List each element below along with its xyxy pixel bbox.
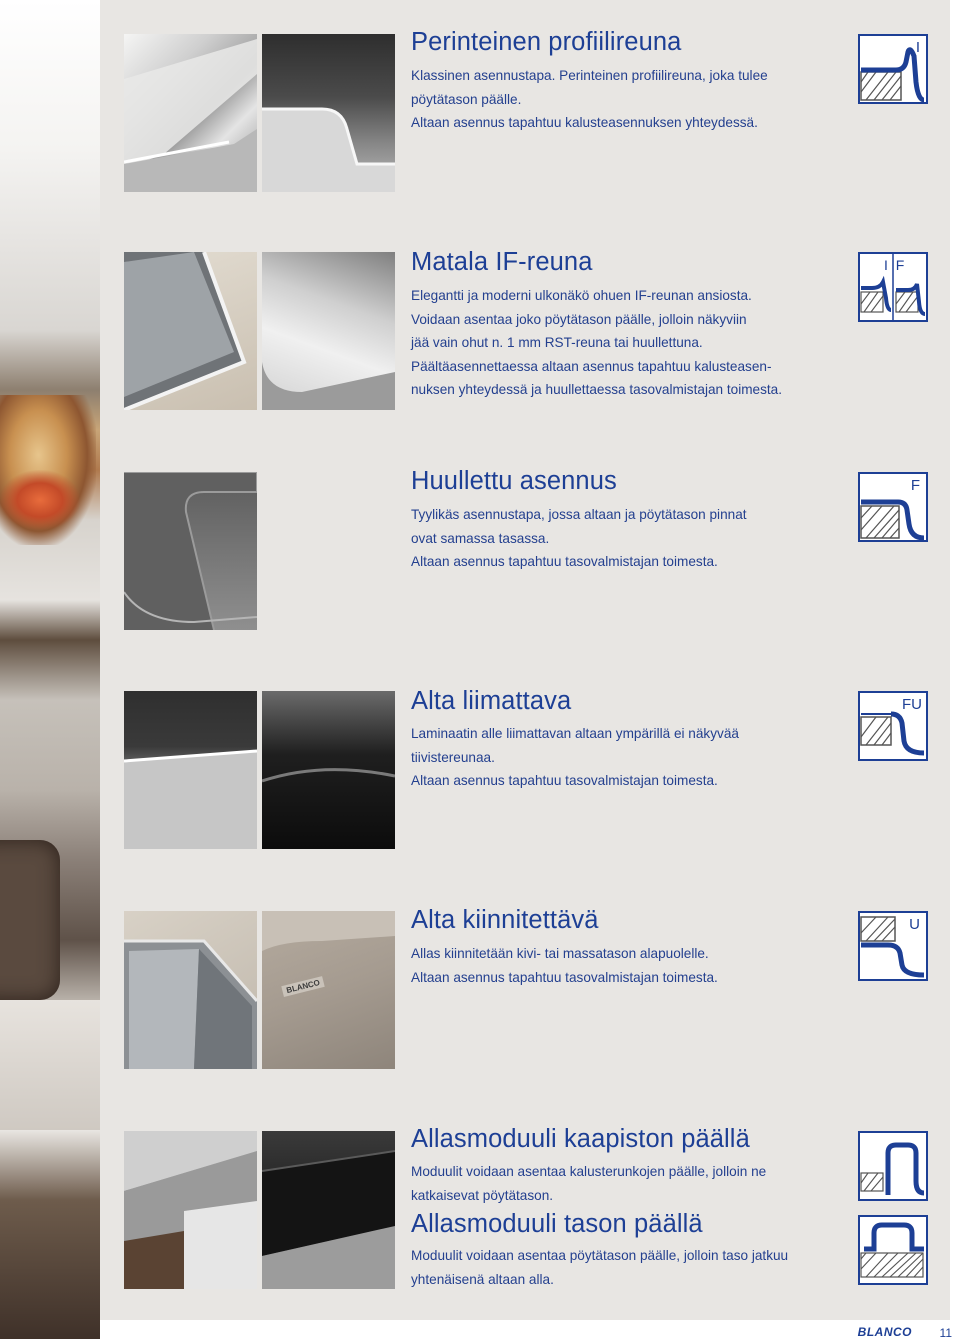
section-title: Perinteinen profiilireuna [411,28,682,56]
photo-profile-edge-2 [262,34,395,192]
profile-edge-install-icon [858,34,928,104]
module-countertop-description: Moduulit voidaan asentaa pöytätason päälle, jolloin taso jatkuu yhtenäisenä altaan alla. [411,1248,789,1287]
module-countertop-title: Allasmoduuli tason päällä [411,1210,703,1238]
kitchen-photo-strip [0,0,100,1339]
svg-text:U: U [909,916,920,933]
section-description: Allas kiinnitetään kivi- tai massatason alapuolelle. Altaan asennus tapahtuu tasovalmistajan toimesta. [411,946,718,985]
photo-module-countertop [262,1131,395,1289]
section-description: Laminaatin alle liimattavan altaan ympärillä ei näkyvää tiivistereunaa. Altaan asennus tapahtuu tasovalmistajan toimesta. [411,726,739,789]
page-number: 11 [939,1326,952,1340]
photo-flush-mount [124,472,257,630]
svg-text:FU: FU [902,696,922,713]
module-cabinet-description: Moduulit voidaan asentaa kalusterunkojen päälle, jolloin ne katkaisevat pöytätason. [411,1164,767,1203]
svg-text:F: F [910,477,920,494]
section-title: Alta kiinnitettävä [411,906,599,934]
photo-module-cabinet [124,1131,257,1289]
photo-if-edge-1 [124,252,257,410]
svg-text:I: I [884,257,888,273]
page-footer [0,1320,960,1339]
content-panel [100,0,950,1320]
module-countertop-icon [858,1215,928,1285]
photo-if-edge-2 [262,252,395,410]
sink-image [0,840,60,1000]
section-description: Elegantti ja moderni ulkonäkö ohuen IF-reunan ansiosta. Voidaan asentaa joko pöytätason päälle, jolloin näkyviin jää vain ohut n. 1 mm RST-reuna tai huullettuna. Päältäasennettaessa altaan asennus tapahtuu kalusteasen- nuksen yhteydessä ja huullettaessa tasovalmistajan toimesta. [411,288,783,398]
photo-undermount-2 [262,911,395,1069]
if-edge-install-icon [858,252,928,322]
section-description: Tyylikäs asennustapa, jossa altaan ja pöytätason pinnat ovat samassa tasassa. Altaan asennus tapahtuu tasovalmistajan toimesta. [411,507,747,570]
blanco-logo: BLANCO [857,1325,912,1339]
section-title: Alta liimattava [411,687,572,715]
glued-under-install-icon [858,691,928,761]
module-cabinet-title: Allasmoduuli kaapiston päällä [411,1125,750,1153]
carrots-image [0,470,80,530]
photo-profile-edge-1 [124,34,257,192]
countertop-image [0,1000,100,1130]
svg-text:I: I [915,39,920,56]
module-cabinet-icon [858,1131,928,1201]
svg-text:F: F [895,257,905,273]
undermount-install-icon [858,911,928,981]
section-title: Matala IF-reuna [411,248,593,276]
section-description: Klassinen asennustapa. Perinteinen profiilireuna, joka tulee pöytätason päälle. Altaan asennus tapahtuu kalusteasennuksen yhteydessä. [411,68,768,131]
photo-glued-under-2 [262,691,395,849]
photo-undermount-1 [124,911,257,1069]
section-title: Huullettu asennus [411,467,617,495]
blanco-label: BLANCO [281,976,325,997]
photo-glued-under-1 [124,691,257,849]
flush-mount-install-icon [858,472,928,542]
